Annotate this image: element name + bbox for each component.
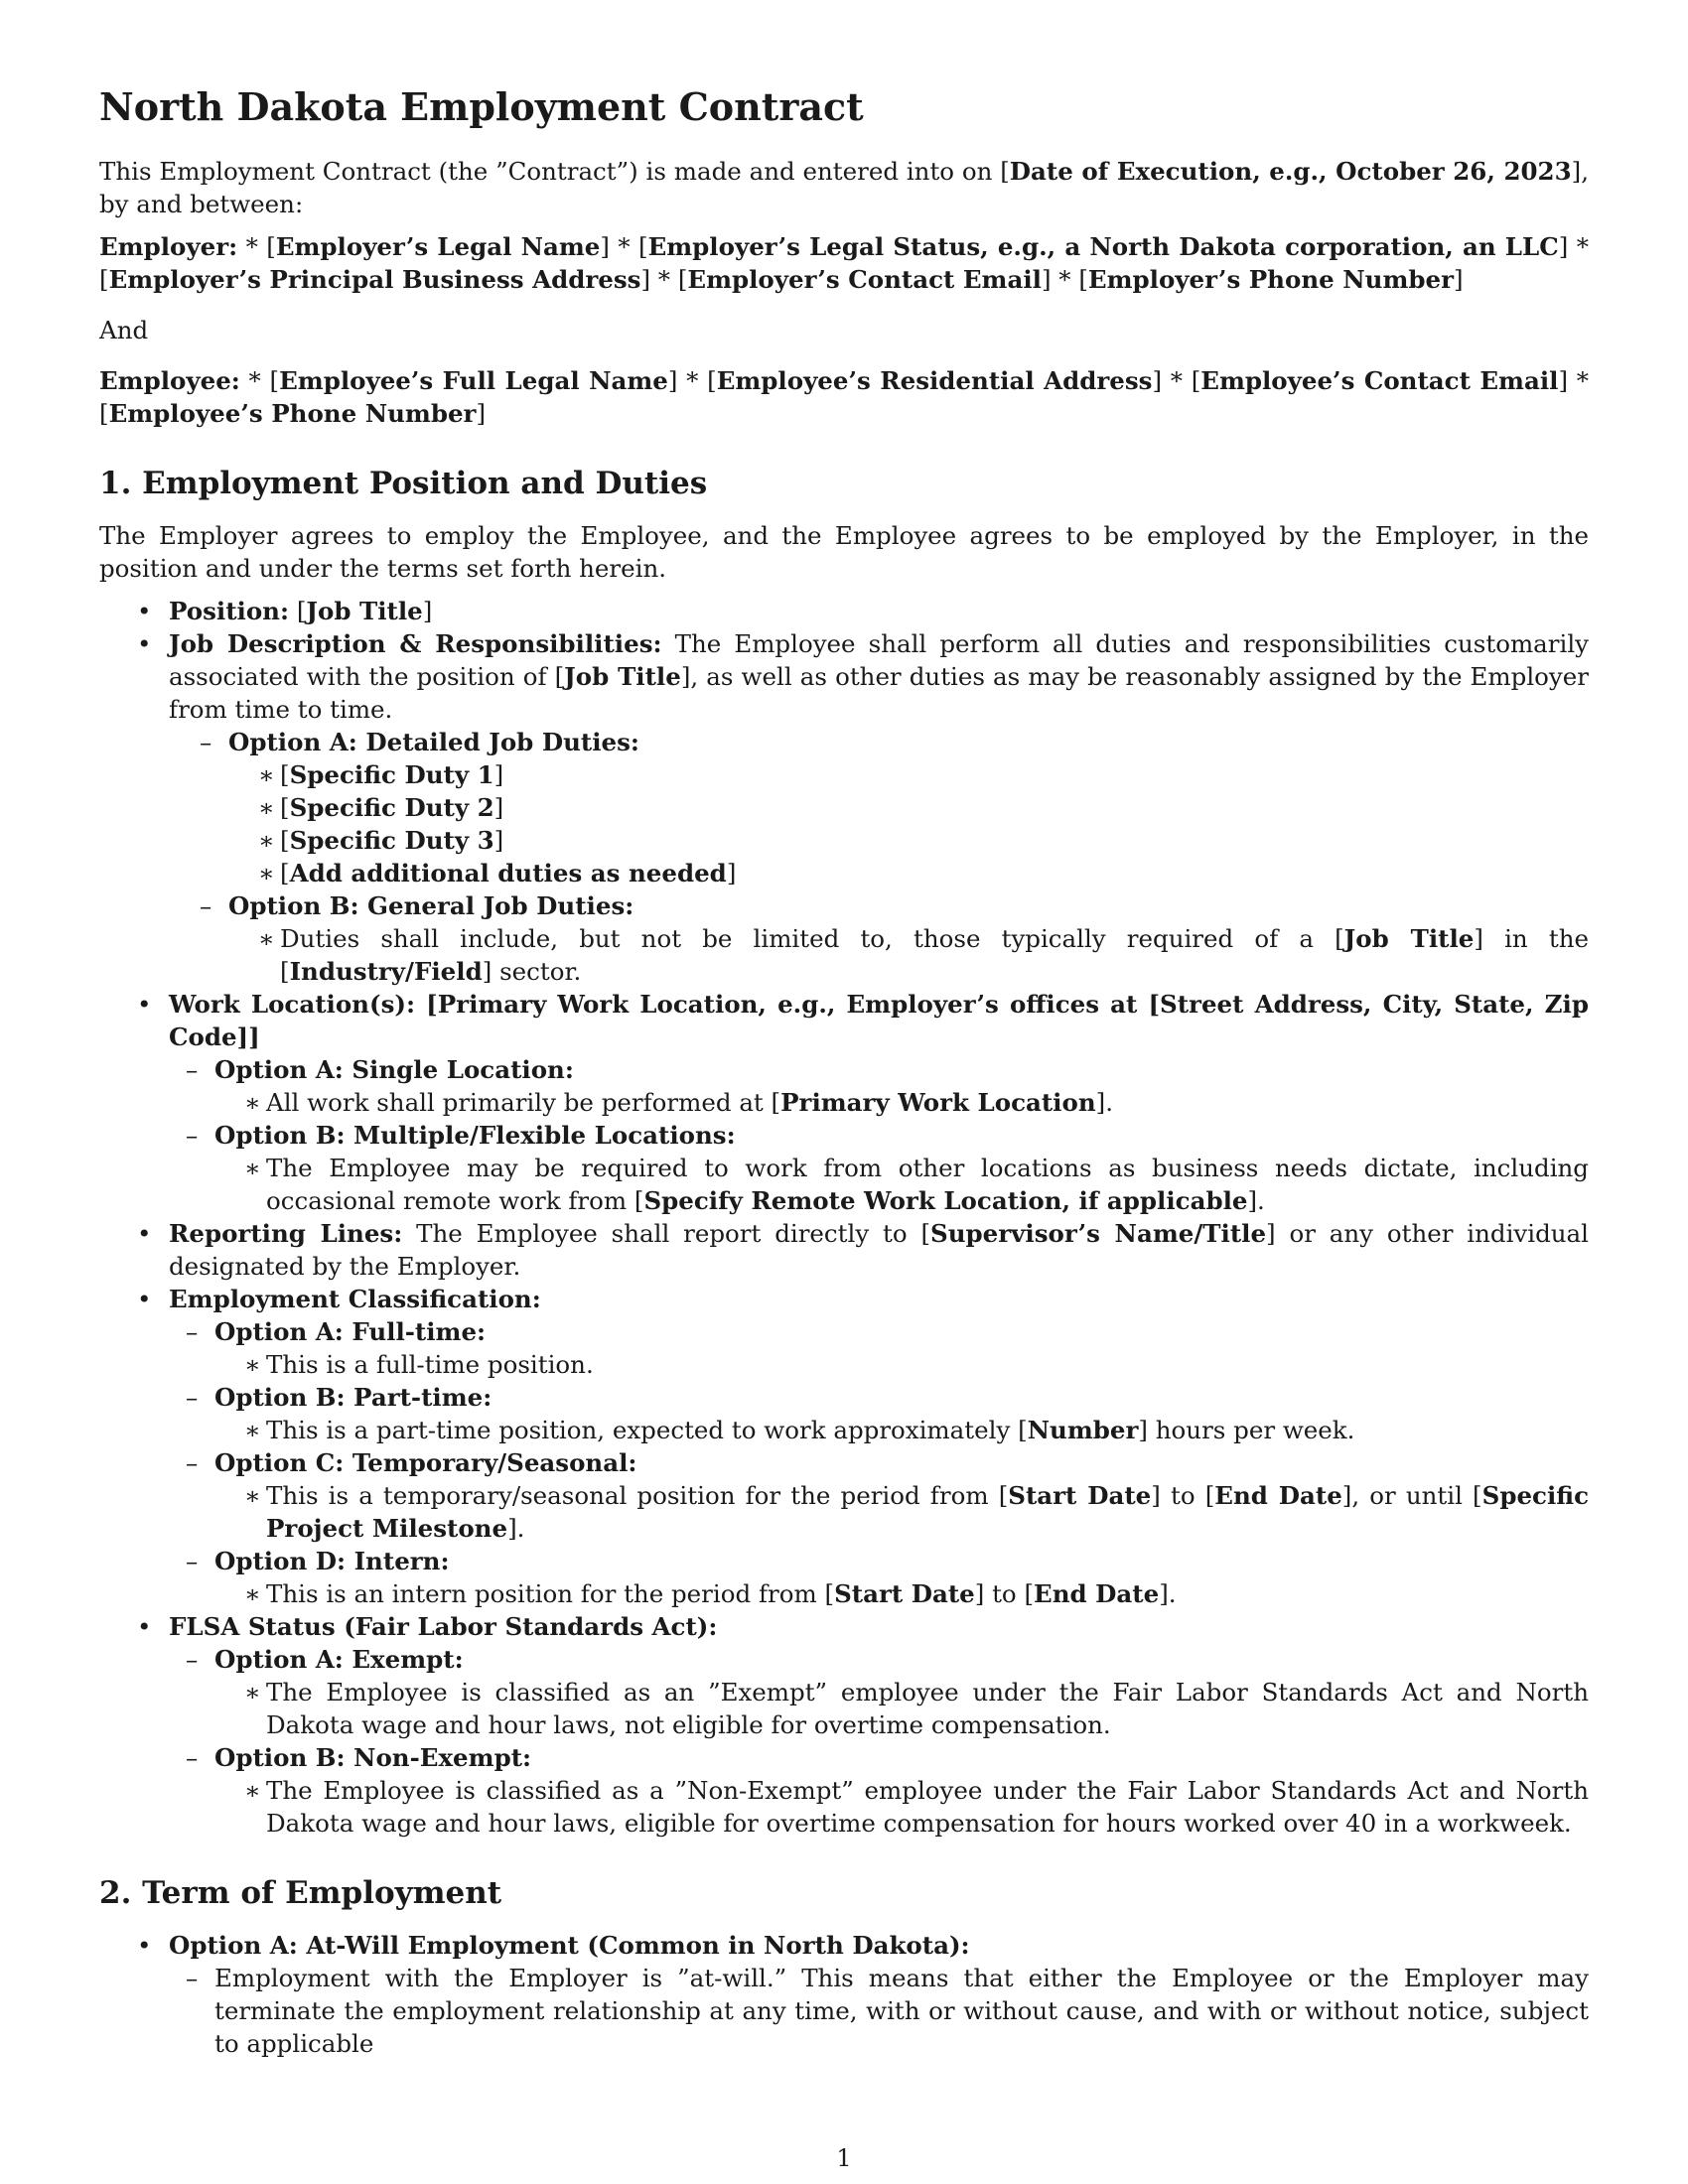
option-b-general-duties: – Option B: General Job Duties: ∗ Duties shall include, but not be limited to, those typically required of a [Job Title] in the [Industry/Field] sector. xyxy=(169,889,1589,988)
duty-item: ∗ [Specific Duty 1] xyxy=(228,758,1589,791)
section-1-intro: The Employer agrees to employ the Employee, and the Employee agrees to be employed by the Employer, in the position and under the terms set forth herein. xyxy=(99,521,1589,583)
option-a-at-will: • Option A: At-Will Employment (Common in North Dakota): – Employment with the Employer is ”at-will.” This means that either the Employee or the Employer may terminate the employment relationship at any time, with or without cause, and with or without notice, subject to applicable xyxy=(99,1929,1589,2060)
and-text: And xyxy=(99,316,149,344)
option-c-temporary: – Option C: Temporary/Seasonal: ∗ This is a temporary/seasonal position for the period from [Start Date] to [End Date], or until [Specific Project Milestone]. xyxy=(155,1446,1589,1545)
list-item-job-description: • Job Description & Responsibilities: The Employee shall perform all duties and responsibilities customarily associated with the position of [Job Title], as well as other duties as may be reasonably assigned by the Employer from time to time. – Option A: Detailed Job Duties: ∗ [Specific Duty 1] ∗ [Specific Duty 2] ∗ [Specific Duty 3] ∗ [Add additional duties as needed] – Option B: General Job Duties: ∗ Duties shall include, but not be limited to, those typically required of a [Job Title] in the [Industry/Field] sector. xyxy=(99,627,1589,988)
option-b-part-time: – Option B: Part-time: ∗ This is a part-time position, expected to work approximately [Number] hours per week. xyxy=(155,1381,1589,1446)
at-will-text: – Employment with the Employer is ”at-will.” This means that either the Employee or the Employer may terminate the employment relationship at any time, with or without cause, and with or without notice, subject to applicable xyxy=(155,1962,1589,2060)
section-2 xyxy=(99,1873,1589,2060)
employer-block: Employer: * [Employer’s Legal Name] * [Employer’s Legal Status, e.g., a North Dakota corporation, an LLC] * [Employer’s Principal Business Address] * [Employer’s Contact Email] * [Employer’s Phone Number] xyxy=(99,232,1589,294)
document-title: North Dakota Employment Contract xyxy=(99,84,864,129)
document-page xyxy=(99,85,1589,2060)
single-location-text: ∗ All work shall primarily be performed at [Primary Work Location]. xyxy=(214,1086,1589,1119)
page-number: 1 xyxy=(836,2144,852,2172)
section-1-heading: 1. Employment Position and Duties xyxy=(99,466,708,501)
section-1-list xyxy=(99,595,1589,1840)
intro-paragraph: This Employment Contract (the ”Contract”) is made and entered into on [Date of Execution, e.g., October 26, 2023], by and between: xyxy=(99,157,1589,218)
non-exempt-text: ∗ The Employee is classified as a ”Non-Exempt” employee under the Fair Labor Standards Act and North Dakota wage and hour laws, eligible for overtime compensation for hours worked over 40 in a workweek. xyxy=(214,1774,1589,1840)
duty-item: ∗ [Specific Duty 3] xyxy=(228,824,1589,857)
option-b-non-exempt: – Option B: Non-Exempt: ∗ The Employee is classified as a ”Non-Exempt” employee under the Fair Labor Standards Act and North Dakota wage and hour laws, eligible for overtime compensation for hours worked over 40 in a workweek. xyxy=(155,1741,1589,1840)
option-a-detailed-duties: – Option A: Detailed Job Duties: ∗ [Specific Duty 1] ∗ [Specific Duty 2] ∗ [Specific Duty 3] ∗ [Add additional duties as needed] xyxy=(169,726,1589,889)
section-2-heading: 2. Term of Employment xyxy=(99,1875,502,1911)
list-item-position: • Position: [Job Title] xyxy=(99,595,1589,627)
exempt-text: ∗ The Employee is classified as an ”Exempt” employee under the Fair Labor Standards Act and North Dakota wage and hour laws, not eligible for overtime compensation. xyxy=(214,1676,1589,1741)
temporary-text: ∗ This is a temporary/seasonal position for the period from [Start Date] to [End Date], or until [Specific Project Milestone]. xyxy=(214,1479,1589,1545)
list-item-reporting-lines: • Reporting Lines: The Employee shall report directly to [Supervisor’s Name/Title] or any other individual designated by the Employer. xyxy=(99,1217,1589,1283)
general-duty-text: ∗ Duties shall include, but not be limited to, those typically required of a [Job Title] in the [Industry/Field] sector. xyxy=(228,922,1589,988)
duty-item: ∗ [Specific Duty 2] xyxy=(228,791,1589,824)
multiple-locations-text: ∗ The Employee may be required to work from other locations as business needs dictate, including occasional remote work from [Specify Remote Work Location, if applicable]. xyxy=(214,1152,1589,1217)
list-item-flsa-status: • FLSA Status (Fair Labor Standards Act): – Option A: Exempt: ∗ The Employee is classified as an ”Exempt” employee under the Fair Labor Standards Act and North Dakota wage and hour laws, not eligible for overtime compensation. – Option B: Non-Exempt: ∗ The Employee is classified as a ”Non-Exempt” employee under the Fair Labor Standards Act and North Dakota wage and hour laws, eligible for overtime compensation for hours worked over 40 in a workweek. xyxy=(99,1610,1589,1840)
duty-item: ∗ [Add additional duties as needed] xyxy=(228,857,1589,889)
intern-text: ∗ This is an intern position for the period from [Start Date] to [End Date]. xyxy=(214,1577,1589,1610)
option-a-exempt: – Option A: Exempt: ∗ The Employee is classified as an ”Exempt” employee under the Fair Labor Standards Act and North Dakota wage and hour laws, not eligible for overtime compensation. xyxy=(155,1643,1589,1741)
option-b-multiple-locations: – Option B: Multiple/Flexible Locations: ∗ The Employee may be required to work from other locations as business needs dictate, including occasional remote work from [Specify Remote Work Location, if applicable]. xyxy=(155,1119,1589,1217)
employee-block: Employee: * [Employee’s Full Legal Name] * [Employee’s Residential Address] * [Employee’s Contact Email] * [Employee’s Phone Number] xyxy=(99,366,1589,428)
list-item-employment-classification: • Employment Classification: – Option A: Full-time: ∗ This is a full-time position. – Option B: Part-time: ∗ This is a part-time position, expected to work approximately [Number] hours per week. – Option C: Temporary/Seasonal: ∗ This is a temporary/seasonal position for the period from [Start Date] to [End Date], or until [Specific Project Milestone]. – Option D: Intern: ∗ This is an intern position for the period from [Start Date] to [End Date]. xyxy=(99,1283,1589,1610)
part-time-text: ∗ This is a part-time position, expected to work approximately [Number] hours per week. xyxy=(214,1414,1589,1446)
option-d-intern: – Option D: Intern: ∗ This is an intern position for the period from [Start Date] to [End Date]. xyxy=(155,1545,1589,1610)
list-item-work-location: • Work Location(s): [Primary Work Location, e.g., Employer’s offices at [Street Address, City, State, Zip Code]] – Option A: Single Location: ∗ All work shall primarily be performed at [Primary Work Location]. – Option B: Multiple/Flexible Locations: ∗ The Employee may be required to work from other locations as business needs dictate, including occasional remote work from [Specify Remote Work Location, if applicable]. xyxy=(99,988,1589,1217)
option-a-full-time: – Option A: Full-time: ∗ This is a full-time position. xyxy=(155,1315,1589,1381)
full-time-text: ∗ This is a full-time position. xyxy=(214,1348,1589,1381)
option-a-single-location: – Option A: Single Location: ∗ All work shall primarily be performed at [Primary Work Location]. xyxy=(155,1053,1589,1119)
section-1 xyxy=(99,464,1589,1840)
